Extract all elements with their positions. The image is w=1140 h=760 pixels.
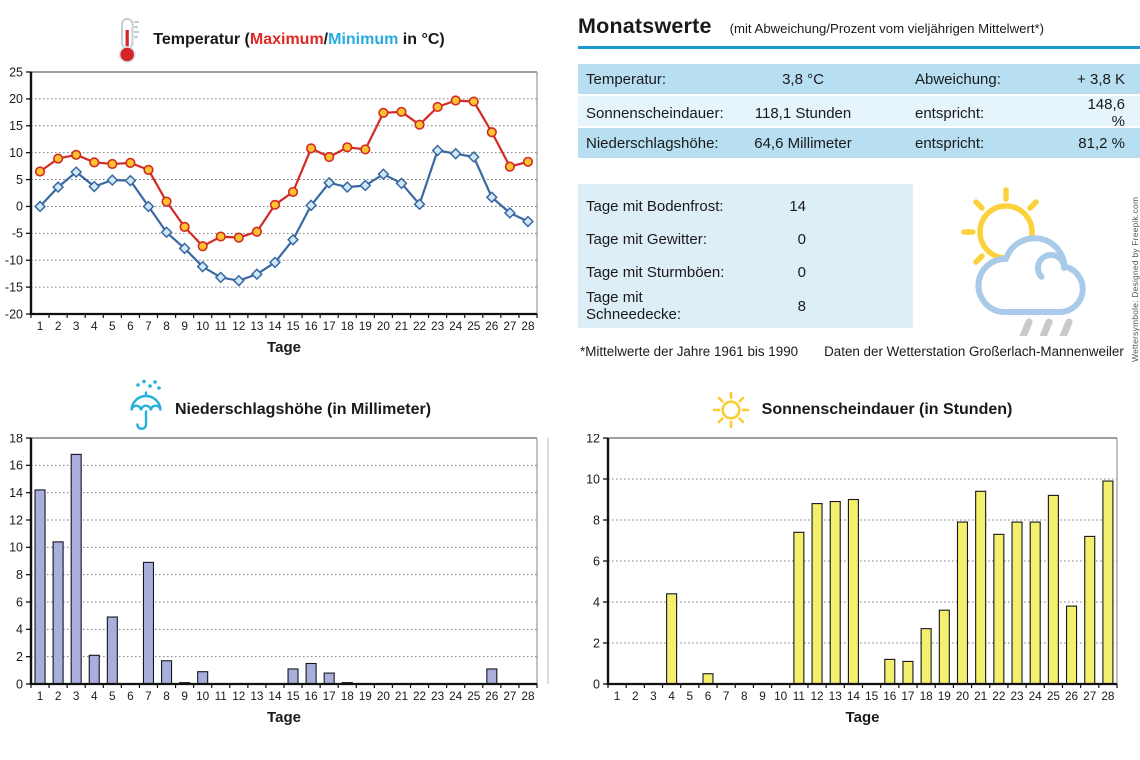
table-row [578, 64, 1140, 94]
svg-text:19: 19 [937, 689, 951, 703]
svg-text:24: 24 [449, 689, 463, 703]
row-label: Tage mit Schneedecke: [586, 289, 682, 323]
table-row [578, 128, 1140, 158]
svg-text:1: 1 [36, 319, 44, 333]
row-value2: + 3,8 K [1077, 70, 1125, 88]
svg-text:23: 23 [431, 319, 445, 333]
svg-text:-10: -10 [4, 253, 23, 268]
svg-text:12: 12 [232, 689, 246, 703]
row-value: 0 [797, 231, 806, 248]
svg-text:13: 13 [250, 319, 264, 333]
svg-text:3: 3 [650, 689, 657, 703]
monthly-subtitle: (mit Abweichung/Prozent vom vieljährigen Mittelwert*) [729, 21, 1045, 36]
svg-text:20: 20 [376, 319, 390, 333]
svg-text:19: 19 [358, 319, 372, 333]
svg-text:17: 17 [322, 319, 336, 333]
umbrella-rain-icon [127, 379, 165, 433]
row-value: 118,1 Stunden [754, 104, 852, 122]
row-label2: entspricht: [915, 134, 985, 152]
svg-text:8: 8 [593, 513, 600, 528]
temperature-chart-title [0, 16, 558, 64]
svg-text:27: 27 [1083, 689, 1097, 703]
svg-text:19: 19 [358, 689, 372, 703]
svg-text:28: 28 [521, 689, 535, 703]
svg-text:10: 10 [196, 689, 210, 703]
row-label2: Abweichung: [915, 70, 1001, 88]
svg-text:4: 4 [16, 622, 23, 637]
svg-text:25: 25 [467, 319, 481, 333]
svg-text:23: 23 [1010, 689, 1024, 703]
precipitation-chart-title [0, 386, 558, 434]
svg-text:8: 8 [163, 689, 170, 703]
svg-text:13: 13 [250, 689, 264, 703]
temperature-title-text [153, 31, 444, 49]
svg-text:27: 27 [503, 689, 517, 703]
svg-text:4: 4 [90, 319, 98, 333]
svg-text:18: 18 [9, 434, 23, 446]
svg-text:22: 22 [412, 319, 427, 333]
svg-text:0: 0 [16, 199, 23, 214]
row-label: Sonnenscheindauer: [586, 104, 724, 122]
svg-text:18: 18 [340, 319, 354, 333]
svg-text:16: 16 [9, 458, 23, 473]
svg-text:6: 6 [593, 554, 600, 569]
svg-text:15: 15 [286, 319, 300, 333]
svg-text:2: 2 [54, 319, 62, 333]
svg-text:8: 8 [741, 689, 748, 703]
svg-text:22: 22 [412, 689, 427, 703]
row-label: Tage mit Sturmböen: [586, 264, 725, 281]
svg-text:25: 25 [9, 65, 23, 80]
svg-text:23: 23 [431, 689, 445, 703]
table-row [578, 223, 913, 256]
sunshine-chart-title [582, 386, 1140, 434]
svg-text:-5: -5 [11, 226, 23, 241]
monthly-title: Monatswerte [578, 14, 712, 38]
svg-text:14: 14 [9, 485, 23, 500]
svg-text:24: 24 [449, 319, 463, 333]
svg-text:0: 0 [593, 677, 600, 692]
monthly-summary-table [578, 64, 1140, 158]
svg-text:25: 25 [467, 689, 481, 703]
svg-text:28: 28 [1101, 689, 1115, 703]
svg-text:9: 9 [759, 689, 766, 703]
svg-text:7: 7 [145, 689, 152, 703]
svg-text:28: 28 [521, 319, 535, 333]
svg-text:1: 1 [613, 689, 621, 703]
svg-text:24: 24 [1028, 689, 1042, 703]
svg-text:13: 13 [828, 689, 842, 703]
svg-text:6: 6 [704, 689, 712, 703]
svg-text:2: 2 [631, 689, 639, 703]
monthly-values-panel [578, 14, 1140, 382]
svg-text:12: 12 [232, 319, 246, 333]
table-row [578, 190, 913, 223]
table-row [578, 96, 1140, 130]
svg-text:6: 6 [127, 689, 134, 703]
svg-text:27: 27 [503, 319, 517, 333]
row-value: 8 [797, 297, 806, 315]
svg-text:5: 5 [16, 172, 23, 187]
svg-text:0: 0 [16, 677, 23, 692]
svg-text:-15: -15 [4, 280, 23, 295]
svg-text:10: 10 [9, 540, 23, 555]
sun-cloud-rain-icon [954, 182, 1104, 336]
precipitation-title-text: Niederschlagshöhe (in Millimeter) [174, 401, 432, 418]
svg-text:16: 16 [304, 319, 318, 333]
svg-text:14: 14 [846, 689, 860, 703]
svg-text:3: 3 [72, 689, 80, 703]
footnote [580, 344, 1124, 359]
svg-text:20: 20 [955, 689, 970, 703]
svg-text:14: 14 [268, 319, 282, 333]
svg-text:2: 2 [16, 649, 23, 664]
svg-text:2: 2 [54, 689, 62, 703]
temperature-line-chart [0, 64, 558, 360]
svg-text:20: 20 [9, 92, 23, 107]
svg-text:12: 12 [9, 513, 23, 528]
svg-text:6: 6 [16, 595, 23, 610]
svg-text:10: 10 [196, 319, 210, 333]
temp-title-slash: / [323, 31, 329, 48]
svg-text:14: 14 [268, 689, 282, 703]
svg-text:9: 9 [181, 319, 188, 333]
monthly-header [578, 14, 1140, 39]
row-value: 64,6 Millimeter [754, 134, 852, 152]
svg-text:26: 26 [485, 319, 499, 333]
svg-text:10: 10 [586, 472, 600, 487]
svg-text:10: 10 [774, 689, 788, 703]
svg-text:5: 5 [686, 689, 694, 703]
footnote-station: Daten der Wetterstation Großerlach-Mannenweiler [824, 344, 1124, 359]
row-value: 3,8 °C [782, 70, 824, 88]
row-value: 0 [797, 264, 806, 281]
row-label: Temperatur: [586, 70, 667, 88]
row-value2: 148,6 % [1087, 96, 1125, 130]
svg-text:18: 18 [919, 689, 933, 703]
row-value2: 81,2 % [1078, 134, 1125, 152]
svg-text:20: 20 [376, 689, 390, 703]
temp-title-min: Minimum [328, 31, 399, 48]
svg-text:Tage: Tage [267, 709, 301, 726]
svg-text:Tage: Tage [845, 709, 880, 726]
svg-text:26: 26 [1064, 689, 1079, 703]
precipitation-bar-chart [0, 434, 558, 730]
svg-text:22: 22 [992, 689, 1006, 703]
svg-text:Tage: Tage [267, 339, 301, 356]
svg-text:5: 5 [109, 319, 116, 333]
svg-text:7: 7 [145, 319, 152, 333]
thermometer-icon [113, 17, 143, 63]
row-label2: entspricht: [915, 104, 985, 122]
svg-text:8: 8 [16, 567, 23, 582]
svg-text:17: 17 [901, 689, 915, 703]
svg-text:2: 2 [593, 636, 600, 651]
svg-text:3: 3 [72, 319, 80, 333]
svg-text:10: 10 [9, 145, 23, 160]
svg-text:18: 18 [340, 689, 354, 703]
svg-text:21: 21 [974, 689, 988, 703]
svg-text:15: 15 [9, 119, 23, 134]
svg-text:12: 12 [810, 689, 824, 703]
svg-text:4: 4 [668, 689, 675, 703]
svg-text:25: 25 [1046, 689, 1060, 703]
svg-text:7: 7 [722, 689, 730, 703]
svg-text:11: 11 [214, 689, 227, 703]
temp-title-prefix: Temperatur ( [153, 31, 250, 48]
svg-text:11: 11 [792, 689, 805, 703]
row-label: Tage mit Gewitter: [586, 231, 707, 248]
row-label: Tage mit Bodenfrost: [586, 198, 724, 215]
temp-title-max: Maximum [249, 31, 324, 48]
row-label: Niederschlagshöhe: [586, 134, 719, 152]
svg-text:26: 26 [485, 689, 499, 703]
svg-text:12: 12 [586, 434, 600, 446]
credit-text: Wettersymbole: Designed by Freepik.com [1130, 196, 1140, 362]
svg-text:15: 15 [286, 689, 300, 703]
table-row [578, 256, 913, 289]
svg-text:11: 11 [214, 319, 227, 333]
svg-text:5: 5 [109, 689, 116, 703]
sunshine-bar-chart [582, 434, 1140, 730]
svg-text:9: 9 [181, 689, 188, 703]
svg-text:21: 21 [394, 319, 409, 333]
svg-text:1: 1 [36, 689, 44, 703]
footnote-mittelwerte: *Mittelwerte der Jahre 1961 bis 1990 [580, 344, 799, 359]
sunshine-chart-block [582, 386, 1140, 735]
monthly-day-counts-table [578, 184, 913, 328]
svg-text:16: 16 [304, 689, 318, 703]
svg-text:15: 15 [865, 689, 879, 703]
svg-text:21: 21 [394, 689, 409, 703]
temp-title-suffix: in °C) [398, 31, 445, 48]
monthly-rule [578, 46, 1140, 49]
sun-icon [710, 389, 752, 431]
svg-text:8: 8 [163, 319, 170, 333]
row-value: 14 [789, 198, 806, 215]
svg-text:4: 4 [593, 595, 600, 610]
svg-text:6: 6 [127, 319, 134, 333]
svg-text:-20: -20 [4, 307, 23, 322]
svg-text:4: 4 [90, 689, 98, 703]
svg-text:16: 16 [883, 689, 897, 703]
svg-text:17: 17 [322, 689, 336, 703]
temperature-chart-block [0, 16, 558, 365]
table-row [578, 289, 913, 322]
precipitation-chart-block [0, 386, 558, 735]
sunshine-title-text: Sonnenscheindauer (in Stunden) [761, 401, 1013, 418]
